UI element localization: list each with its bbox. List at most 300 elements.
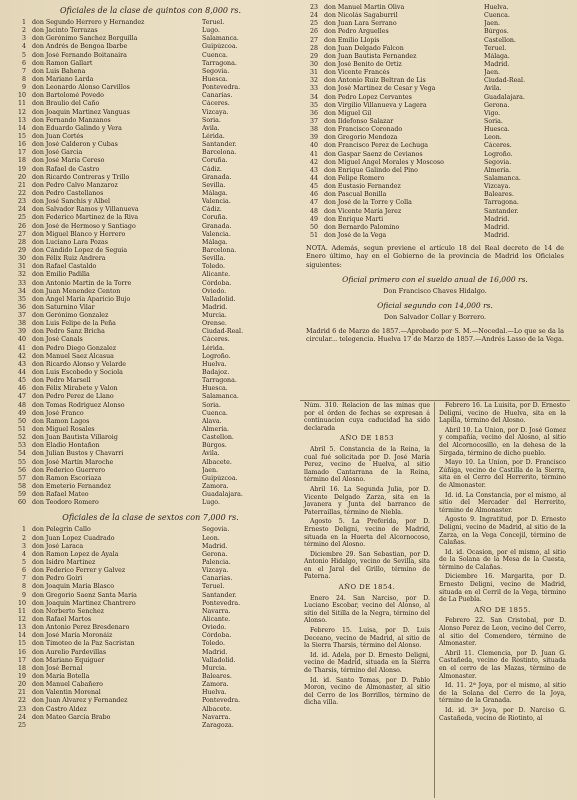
item-number: 27 bbox=[17, 230, 26, 238]
mine-entry: Diciembre 16. Margarita, por D. Ernesto Deligni, vecino de Madrid, situada en el Cerril de la Vega, término de La Puebla. bbox=[439, 573, 566, 604]
province-name: Almería. bbox=[484, 166, 512, 174]
item-number: 41 bbox=[17, 344, 26, 352]
item-number: 58 bbox=[17, 483, 26, 491]
list-item bbox=[300, 126, 570, 134]
mines-section bbox=[300, 402, 570, 798]
province-name: Toledo. bbox=[202, 640, 225, 648]
officer-name: don Virgilio Villanueva y Lagera bbox=[324, 101, 427, 109]
province-name: Huesca. bbox=[202, 385, 228, 393]
province-name: Murcia. bbox=[202, 664, 227, 672]
province-name: Granada. bbox=[202, 222, 232, 230]
item-number: 48 bbox=[309, 207, 318, 215]
list-item bbox=[8, 239, 293, 247]
province-name: Alicante. bbox=[202, 271, 231, 279]
mines-1854-list bbox=[304, 595, 430, 707]
officer-name: don Vicente Francés bbox=[324, 69, 390, 77]
officer-name: don Julian Bustos y Chavarri bbox=[32, 450, 124, 458]
item-number: 42 bbox=[17, 352, 26, 360]
list-item bbox=[300, 20, 570, 28]
province-name: Tarragona. bbox=[202, 59, 237, 67]
mine-entry: Abril 16. La Segunda Julia, por D. Vicente Delgado Zarza, sita en la Javanera y Junta del barranco de Paterraillas, término de Niebla. bbox=[304, 485, 430, 516]
province-name: Guadalajara. bbox=[484, 93, 525, 101]
officer-name: don Francisco Perez de Lechuga bbox=[324, 142, 428, 150]
officer-name: don José Sanchis y Albel bbox=[32, 198, 110, 206]
province-name: Tarragona. bbox=[202, 377, 237, 385]
list-item bbox=[8, 600, 293, 608]
province-name: Navarra. bbox=[202, 607, 231, 615]
officer-name: don Salvador Ramos y Villanueva bbox=[32, 206, 139, 214]
province-name: Segovia. bbox=[202, 526, 230, 534]
item-number: 29 bbox=[309, 52, 318, 60]
closing-text: Madrid 6 de Marzo de 1857.—Aprobado por S. M.—Nocedal.—Lo que se da la circular... bbox=[306, 326, 564, 343]
officer-name: don Félix Mirabete y Valon bbox=[32, 385, 118, 393]
item-number: 49 bbox=[309, 215, 318, 223]
item-number: 59 bbox=[17, 491, 26, 499]
item-number: 37 bbox=[309, 117, 318, 125]
list-item bbox=[8, 499, 293, 507]
province-name: Cuenca. bbox=[484, 12, 510, 20]
item-number: 51 bbox=[309, 231, 318, 239]
mine-entry: Enero 24. San Narciso, por D. Luciano Escobar, vecino del Alonso, al sitio del Sitilla de la Negra, término del Alonso. bbox=[304, 594, 430, 625]
item-number: 40 bbox=[17, 336, 26, 344]
list-item bbox=[8, 166, 293, 174]
province-name: Lérida. bbox=[202, 344, 225, 352]
item-number: 28 bbox=[309, 44, 318, 52]
officer-list-quintos bbox=[8, 19, 293, 507]
province-name: Jaen. bbox=[484, 20, 501, 28]
item-number: 50 bbox=[17, 417, 26, 425]
list-item bbox=[8, 714, 293, 722]
item-number: 22 bbox=[17, 189, 26, 197]
mine-entry: Febrero 16. La Luisita, por D. Ernesto Deligni, vecino de Huelva, sita en la Lapilla, término del Alosno. bbox=[439, 402, 566, 425]
province-name: Santander. bbox=[484, 207, 519, 215]
list-item bbox=[8, 133, 293, 141]
item-number: 7 bbox=[21, 67, 26, 75]
province-name: Madrid. bbox=[484, 223, 510, 231]
province-name: Ciudad-Real. bbox=[202, 328, 244, 336]
province-name: Alava. bbox=[202, 417, 222, 425]
list-item bbox=[8, 377, 293, 385]
province-name: Toledo. bbox=[202, 263, 225, 271]
list-item bbox=[300, 110, 570, 118]
province-name: Logroño. bbox=[202, 352, 231, 360]
officer-name: don Norberto Senchez bbox=[32, 607, 105, 615]
item-number: 16 bbox=[17, 141, 26, 149]
officer-name: don Juan Menendez Centon bbox=[32, 287, 121, 295]
list-item bbox=[300, 159, 570, 167]
officer-name: don Juan Lopez Cuadrado bbox=[32, 534, 115, 542]
mine-entry: Diciembre 29. San Sebastian, por D. Antonio Hidalgo, vecino de Sevilla, sita en el Jaral del Grillo, término de Paterna. bbox=[304, 550, 430, 581]
mines-column-2 bbox=[435, 402, 570, 798]
province-name: Guipúzcoa. bbox=[202, 43, 238, 51]
officer-name: don Pedro Goiri bbox=[32, 575, 83, 583]
item-number: 7 bbox=[21, 575, 26, 583]
officer-name: don José Benito de Ortiz bbox=[324, 60, 402, 68]
officer-name: don Cándido Lopez de Seguia bbox=[32, 246, 128, 254]
official-second-name: Don Salvador Collar y Borrero. bbox=[383, 312, 487, 321]
officer-name: don Ricardo Alonso y Velarde bbox=[32, 360, 126, 368]
list-item bbox=[300, 183, 570, 191]
list-item bbox=[300, 77, 570, 85]
officer-name: don Federico Ferrer y Galvez bbox=[32, 567, 126, 575]
item-number: 25 bbox=[17, 721, 26, 729]
officer-name bbox=[32, 722, 202, 730]
list-item bbox=[8, 575, 293, 583]
item-number: 13 bbox=[17, 116, 26, 124]
item-number: 20 bbox=[17, 681, 26, 689]
mine-entry: Id. id. Adela, por D. Ernesto Deligni, vecino de Madrid, situada en la Sierra de Tharsis, término del Alonso. bbox=[304, 651, 430, 674]
item-number: 8 bbox=[21, 583, 26, 591]
item-number: 30 bbox=[309, 60, 318, 68]
item-number: 43 bbox=[17, 360, 26, 368]
officer-name: don Emeterio Fernandez bbox=[32, 483, 111, 491]
list-item bbox=[8, 559, 293, 567]
officer-name: don Pedro Marsell bbox=[32, 377, 91, 385]
official-second-heading: Oficial segundo con 14,000 rs. bbox=[377, 300, 493, 310]
list-item bbox=[8, 624, 293, 632]
province-name: Teruel. bbox=[202, 19, 225, 26]
mine-entry: Id. id. Ocasion, por el mismo, al sitio de la Solana de la Mesa de la Cuesta, término de Calañas. bbox=[439, 548, 566, 571]
province-name: Vizcaya. bbox=[202, 567, 229, 575]
province-name: Vigo. bbox=[484, 109, 501, 117]
list-item bbox=[8, 385, 293, 393]
officer-name: don Rafael Mateo bbox=[32, 491, 89, 499]
list-item bbox=[300, 118, 570, 126]
officer-name: don José de la Torre y Colla bbox=[324, 199, 412, 207]
item-number: 36 bbox=[17, 303, 26, 311]
officer-name: don Luis Escobedo y Sociola bbox=[32, 369, 123, 377]
item-number: 40 bbox=[309, 142, 318, 150]
officer-name: don Pelegrin Callo bbox=[32, 526, 91, 534]
item-number: 20 bbox=[17, 173, 26, 181]
officer-name: don José María Cereso bbox=[32, 157, 105, 165]
mines-1855-list bbox=[439, 617, 566, 722]
list-item bbox=[8, 543, 293, 551]
officer-name: don Juan Bautista Villaroig bbox=[32, 434, 118, 442]
section-divider bbox=[300, 400, 570, 401]
list-item bbox=[8, 483, 293, 491]
province-name: Madrid. bbox=[202, 542, 228, 550]
officer-name: don Miguel Angel Morales y Moscoso bbox=[324, 158, 444, 166]
province-name: Albacete. bbox=[202, 705, 232, 713]
province-name: Barcelona. bbox=[202, 246, 237, 254]
province-name: Avila. bbox=[202, 124, 220, 132]
item-number: 37 bbox=[17, 312, 26, 320]
item-number: 39 bbox=[17, 328, 26, 336]
item-number: 2 bbox=[21, 27, 26, 35]
list-item bbox=[8, 198, 293, 206]
item-number: 23 bbox=[17, 705, 26, 713]
province-name: Teruel. bbox=[202, 583, 225, 591]
item-number: 30 bbox=[17, 255, 26, 263]
officer-name: don José Garcia bbox=[32, 149, 83, 157]
province-name: Granada. bbox=[202, 173, 232, 181]
officer-name: don Pedro Lopez Cervantes bbox=[324, 93, 412, 101]
list-item bbox=[8, 450, 293, 458]
list-item bbox=[8, 526, 293, 534]
officer-name: don María Botella bbox=[32, 672, 90, 680]
list-item bbox=[8, 312, 293, 320]
item-number: 51 bbox=[17, 426, 26, 434]
list-item bbox=[300, 142, 570, 150]
item-number: 14 bbox=[17, 632, 26, 640]
officer-name: don Félix Ruiz Andrera bbox=[32, 255, 106, 263]
list-item bbox=[300, 175, 570, 183]
list-item bbox=[8, 174, 293, 182]
item-number: 25 bbox=[17, 214, 26, 222]
list-item bbox=[300, 232, 570, 240]
list-item bbox=[8, 336, 293, 344]
province-name: Tarragona. bbox=[484, 199, 519, 207]
province-name: Zamora. bbox=[202, 681, 229, 689]
item-number: 43 bbox=[309, 166, 318, 174]
official-first-heading: Oficial primero con el sueldo anual de 16,000 rs. bbox=[342, 274, 528, 284]
province-name: Santander. bbox=[202, 141, 237, 149]
province-name: Valencia. bbox=[202, 230, 231, 238]
officer-name: don Valentin Morenal bbox=[32, 689, 101, 697]
officer-name: don Juan Lara Serrano bbox=[324, 20, 397, 28]
province-name: Pontevedra. bbox=[202, 697, 241, 705]
officer-name: don Juan Alvarez y Fernandez bbox=[32, 697, 128, 705]
province-name: Soria. bbox=[202, 116, 221, 124]
list-item bbox=[8, 320, 293, 328]
province-name: Soria. bbox=[202, 401, 221, 409]
mine-entry: Abril 5. Constancia de la Reina, la cual fué solicitada por D. José María Perez, vecino de Huelva, al sitio llamado Cantarrana de la Reina, término del Alosno. bbox=[304, 445, 430, 484]
item-number: 21 bbox=[17, 689, 26, 697]
province-name: Salamanca. bbox=[484, 174, 521, 182]
officer-name: don Luis Felipe de la Peña bbox=[32, 320, 116, 328]
item-number: 41 bbox=[309, 150, 318, 158]
province-name: Búrgos. bbox=[484, 28, 509, 36]
officer-name: don Aurelio Pardevillas bbox=[32, 648, 107, 656]
list-item bbox=[300, 208, 570, 216]
mine-entry: Mayo 10. La Union, por D. Francisco Zúñiga, vecino de Castilla de la Sierra, sita en el Cerro del Herrerito, término de Almonaster. bbox=[439, 459, 566, 489]
item-number: 2 bbox=[21, 534, 26, 542]
item-number: 60 bbox=[17, 499, 26, 507]
mine-entry: Agosto 9. Ingratitud, por D. Ernesto Deligni, vecino de Madrid, al sitio de la Zarza, en la Vega Concejil, término de Calañas. bbox=[439, 516, 566, 547]
officer-name: don José Franco bbox=[32, 409, 84, 417]
province-name: Ciudad-Real. bbox=[484, 77, 526, 85]
province-name: Zamora. bbox=[202, 483, 229, 491]
province-name: Búrgos. bbox=[202, 442, 227, 450]
province-name: Cuenca. bbox=[202, 51, 228, 59]
item-number: 8 bbox=[21, 75, 26, 83]
province-name: Avila. bbox=[484, 85, 502, 93]
province-name: Canarias. bbox=[202, 575, 233, 583]
list-item bbox=[8, 117, 293, 125]
province-name: Madrid. bbox=[484, 60, 510, 68]
province-name: Huelva. bbox=[202, 689, 227, 697]
officer-name: don Pedro Arguelles bbox=[324, 28, 389, 36]
list-item bbox=[8, 673, 293, 681]
officer-name: don Enrique Marti bbox=[324, 215, 384, 223]
list-item bbox=[8, 100, 293, 108]
item-number: 33 bbox=[309, 85, 318, 93]
item-number: 24 bbox=[17, 713, 26, 721]
list-item bbox=[8, 109, 293, 117]
officer-name: don Enrique Galindo del Pino bbox=[324, 166, 418, 174]
item-number: 38 bbox=[17, 320, 26, 328]
list-item bbox=[8, 223, 293, 231]
province-name: Córdoba. bbox=[202, 632, 232, 640]
officer-name: don Leonardo Alonso Carvillos bbox=[32, 84, 130, 92]
list-item bbox=[8, 247, 293, 255]
province-name: Salamanca. bbox=[202, 393, 239, 401]
list-item bbox=[8, 608, 293, 616]
year-heading-1853: AÑO DE 1853 bbox=[340, 434, 394, 443]
item-number: 22 bbox=[17, 697, 26, 705]
list-item bbox=[300, 45, 570, 53]
list-item bbox=[8, 583, 293, 591]
province-name: Madrid. bbox=[202, 648, 228, 656]
heading-quintos: Oficiales de la clase de quintos con 8,000 rs. bbox=[59, 6, 242, 15]
province-name: Cáceres. bbox=[202, 336, 230, 344]
item-number: 5 bbox=[21, 559, 26, 566]
officer-name: don Ramon Lagos bbox=[32, 417, 90, 425]
item-number: 21 bbox=[17, 181, 26, 189]
officer-name: don José de Hermoso y Santiago bbox=[32, 222, 136, 230]
officer-name: don Nicolás Sagaburril bbox=[324, 12, 398, 20]
officer-name: don Miguel Rosales bbox=[32, 426, 95, 434]
officer-name: don Manuel Cabañero bbox=[32, 681, 103, 689]
item-number: 49 bbox=[17, 409, 26, 417]
province-name: Madrid. bbox=[202, 303, 228, 311]
province-name: Alicante. bbox=[202, 615, 231, 623]
officer-name: don Rafael Castaldo bbox=[32, 263, 97, 271]
item-number: 4 bbox=[21, 43, 26, 51]
nota-paragraph: NOTA. Además, segun previene el artículo 18 del Real decreto de 14 de Enero último, hay en el Gobierno de la provincia de Madrid los Oficiales siguientes: bbox=[306, 244, 564, 269]
province-name: Avila. bbox=[202, 450, 220, 458]
province-name: Baleares. bbox=[202, 672, 232, 680]
officer-name: don Gregorio Saenz Santa María bbox=[32, 591, 137, 599]
officer-name: don Joaquin Martinez Chantrero bbox=[32, 599, 136, 607]
officer-name: don Juan Cortés bbox=[32, 132, 84, 140]
mines-1853-list bbox=[304, 446, 430, 581]
officer-name: don Pedro Castellanos bbox=[32, 189, 104, 197]
officer-list-sextos bbox=[8, 526, 293, 730]
item-number: 45 bbox=[17, 377, 26, 385]
mine-entry: Id. id. Santo Tomas, por D. Pablo Moron, vecino de Almonaster, al sitio del Cerro de los Borrillos, término de dicha villa. bbox=[304, 676, 430, 707]
province-name: Badajoz. bbox=[202, 369, 230, 377]
officer-name: don Gaspar Saenz de Cevianos bbox=[324, 150, 423, 158]
item-number: 11 bbox=[17, 607, 26, 615]
officer-name: don José Martínez de Cesar y Vega bbox=[324, 85, 436, 93]
officer-name: don Miguel Blanco y Herrero bbox=[32, 230, 126, 238]
officer-name: don Manuel Saez Alcasua bbox=[32, 352, 114, 360]
item-number: 18 bbox=[17, 664, 26, 672]
item-number: 12 bbox=[17, 615, 26, 623]
list-item bbox=[300, 53, 570, 61]
list-item bbox=[300, 94, 570, 102]
item-number: 24 bbox=[17, 206, 26, 214]
list-item bbox=[8, 640, 293, 648]
province-name: Vizcaya. bbox=[202, 108, 229, 116]
list-item bbox=[8, 491, 293, 499]
item-number: 10 bbox=[17, 92, 26, 100]
item-number: 34 bbox=[17, 287, 26, 295]
province-name: Jaen. bbox=[484, 69, 501, 77]
item-number: 28 bbox=[17, 238, 26, 246]
list-item bbox=[300, 69, 570, 77]
officer-name: don Jacinto Terrazas bbox=[32, 27, 98, 35]
list-item bbox=[300, 85, 570, 93]
officer-name: don Francisco Coronado bbox=[324, 126, 403, 134]
province-name: Huelva. bbox=[202, 360, 227, 368]
officer-name: don José Fernando Boitanaira bbox=[32, 51, 127, 59]
item-number: 42 bbox=[309, 158, 318, 166]
item-number: 33 bbox=[17, 279, 26, 287]
officer-name: don Isidro Martinez bbox=[32, 559, 96, 566]
province-name: Soria. bbox=[484, 117, 503, 125]
officer-name: don Mariano Larda bbox=[32, 75, 94, 83]
item-number: 10 bbox=[17, 599, 26, 607]
mine-entry: Abril 11. Clemencia, por D. Juan G. Castañeda, vecino de Rostinto, situada en el cerro de las Mazas, término de Almonaster. bbox=[439, 649, 566, 680]
province-name: Guadalajara. bbox=[202, 491, 243, 499]
year-heading-1855: AÑO DE 1855. bbox=[474, 605, 531, 614]
list-item bbox=[8, 393, 293, 401]
item-number: 3 bbox=[21, 35, 26, 43]
officer-name: don Luis Bahena bbox=[32, 67, 86, 75]
officer-name: don Teodoro Romero bbox=[32, 499, 99, 507]
item-number: 6 bbox=[21, 567, 26, 575]
list-item bbox=[300, 224, 570, 232]
province-name: Málaga. bbox=[202, 189, 228, 197]
item-number: 32 bbox=[309, 77, 318, 85]
item-number: 38 bbox=[309, 126, 318, 134]
officer-name: don Andrés de Bengoa Ibarbe bbox=[32, 43, 128, 51]
list-item bbox=[8, 475, 293, 483]
item-number: 15 bbox=[17, 640, 26, 648]
item-number: 26 bbox=[309, 28, 318, 36]
list-item bbox=[8, 271, 293, 279]
list-item bbox=[8, 288, 293, 296]
province-name: Oviedo. bbox=[202, 287, 227, 295]
list-item bbox=[8, 157, 293, 165]
province-name: Córdoba. bbox=[202, 279, 232, 287]
list-item bbox=[8, 535, 293, 543]
item-number: 9 bbox=[21, 84, 26, 92]
officer-name: don Manuel Martin Oliva bbox=[324, 4, 405, 11]
officer-name: don Pedro Diego Gonzalez bbox=[32, 344, 117, 352]
list-item bbox=[8, 52, 293, 60]
officer-name: don José Martín Maroche bbox=[32, 458, 114, 466]
officer-name: don Pedro Perez de Llano bbox=[32, 393, 114, 401]
province-name: Málaga. bbox=[484, 52, 510, 60]
officer-name: don Eustasio Fernandez bbox=[324, 183, 401, 191]
province-name: Orense. bbox=[202, 320, 227, 328]
province-name: Coruña. bbox=[202, 157, 228, 165]
list-item bbox=[8, 434, 293, 442]
officer-name: don Pascual Bonilla bbox=[324, 191, 387, 199]
officer-name: don Tomas Rodriguez Alonso bbox=[32, 401, 125, 409]
officer-name: don Bernardo Palomino bbox=[324, 223, 400, 231]
province-name: Guipúzcoa. bbox=[202, 474, 238, 482]
list-item bbox=[8, 60, 293, 68]
officer-name: don Castro Aldez bbox=[32, 705, 87, 713]
closing-paragraph bbox=[306, 327, 564, 343]
officer-name: don Antonio Perez Bresdenaro bbox=[32, 624, 130, 632]
item-number: 46 bbox=[309, 191, 318, 199]
list-item bbox=[300, 28, 570, 36]
province-name: Cuenca. bbox=[202, 409, 228, 417]
list-item bbox=[8, 567, 293, 575]
item-number: 44 bbox=[17, 369, 26, 377]
item-number: 26 bbox=[17, 222, 26, 230]
list-item bbox=[8, 255, 293, 263]
province-name: Almería. bbox=[202, 426, 230, 434]
item-number: 17 bbox=[17, 656, 26, 664]
list-item bbox=[8, 304, 293, 312]
